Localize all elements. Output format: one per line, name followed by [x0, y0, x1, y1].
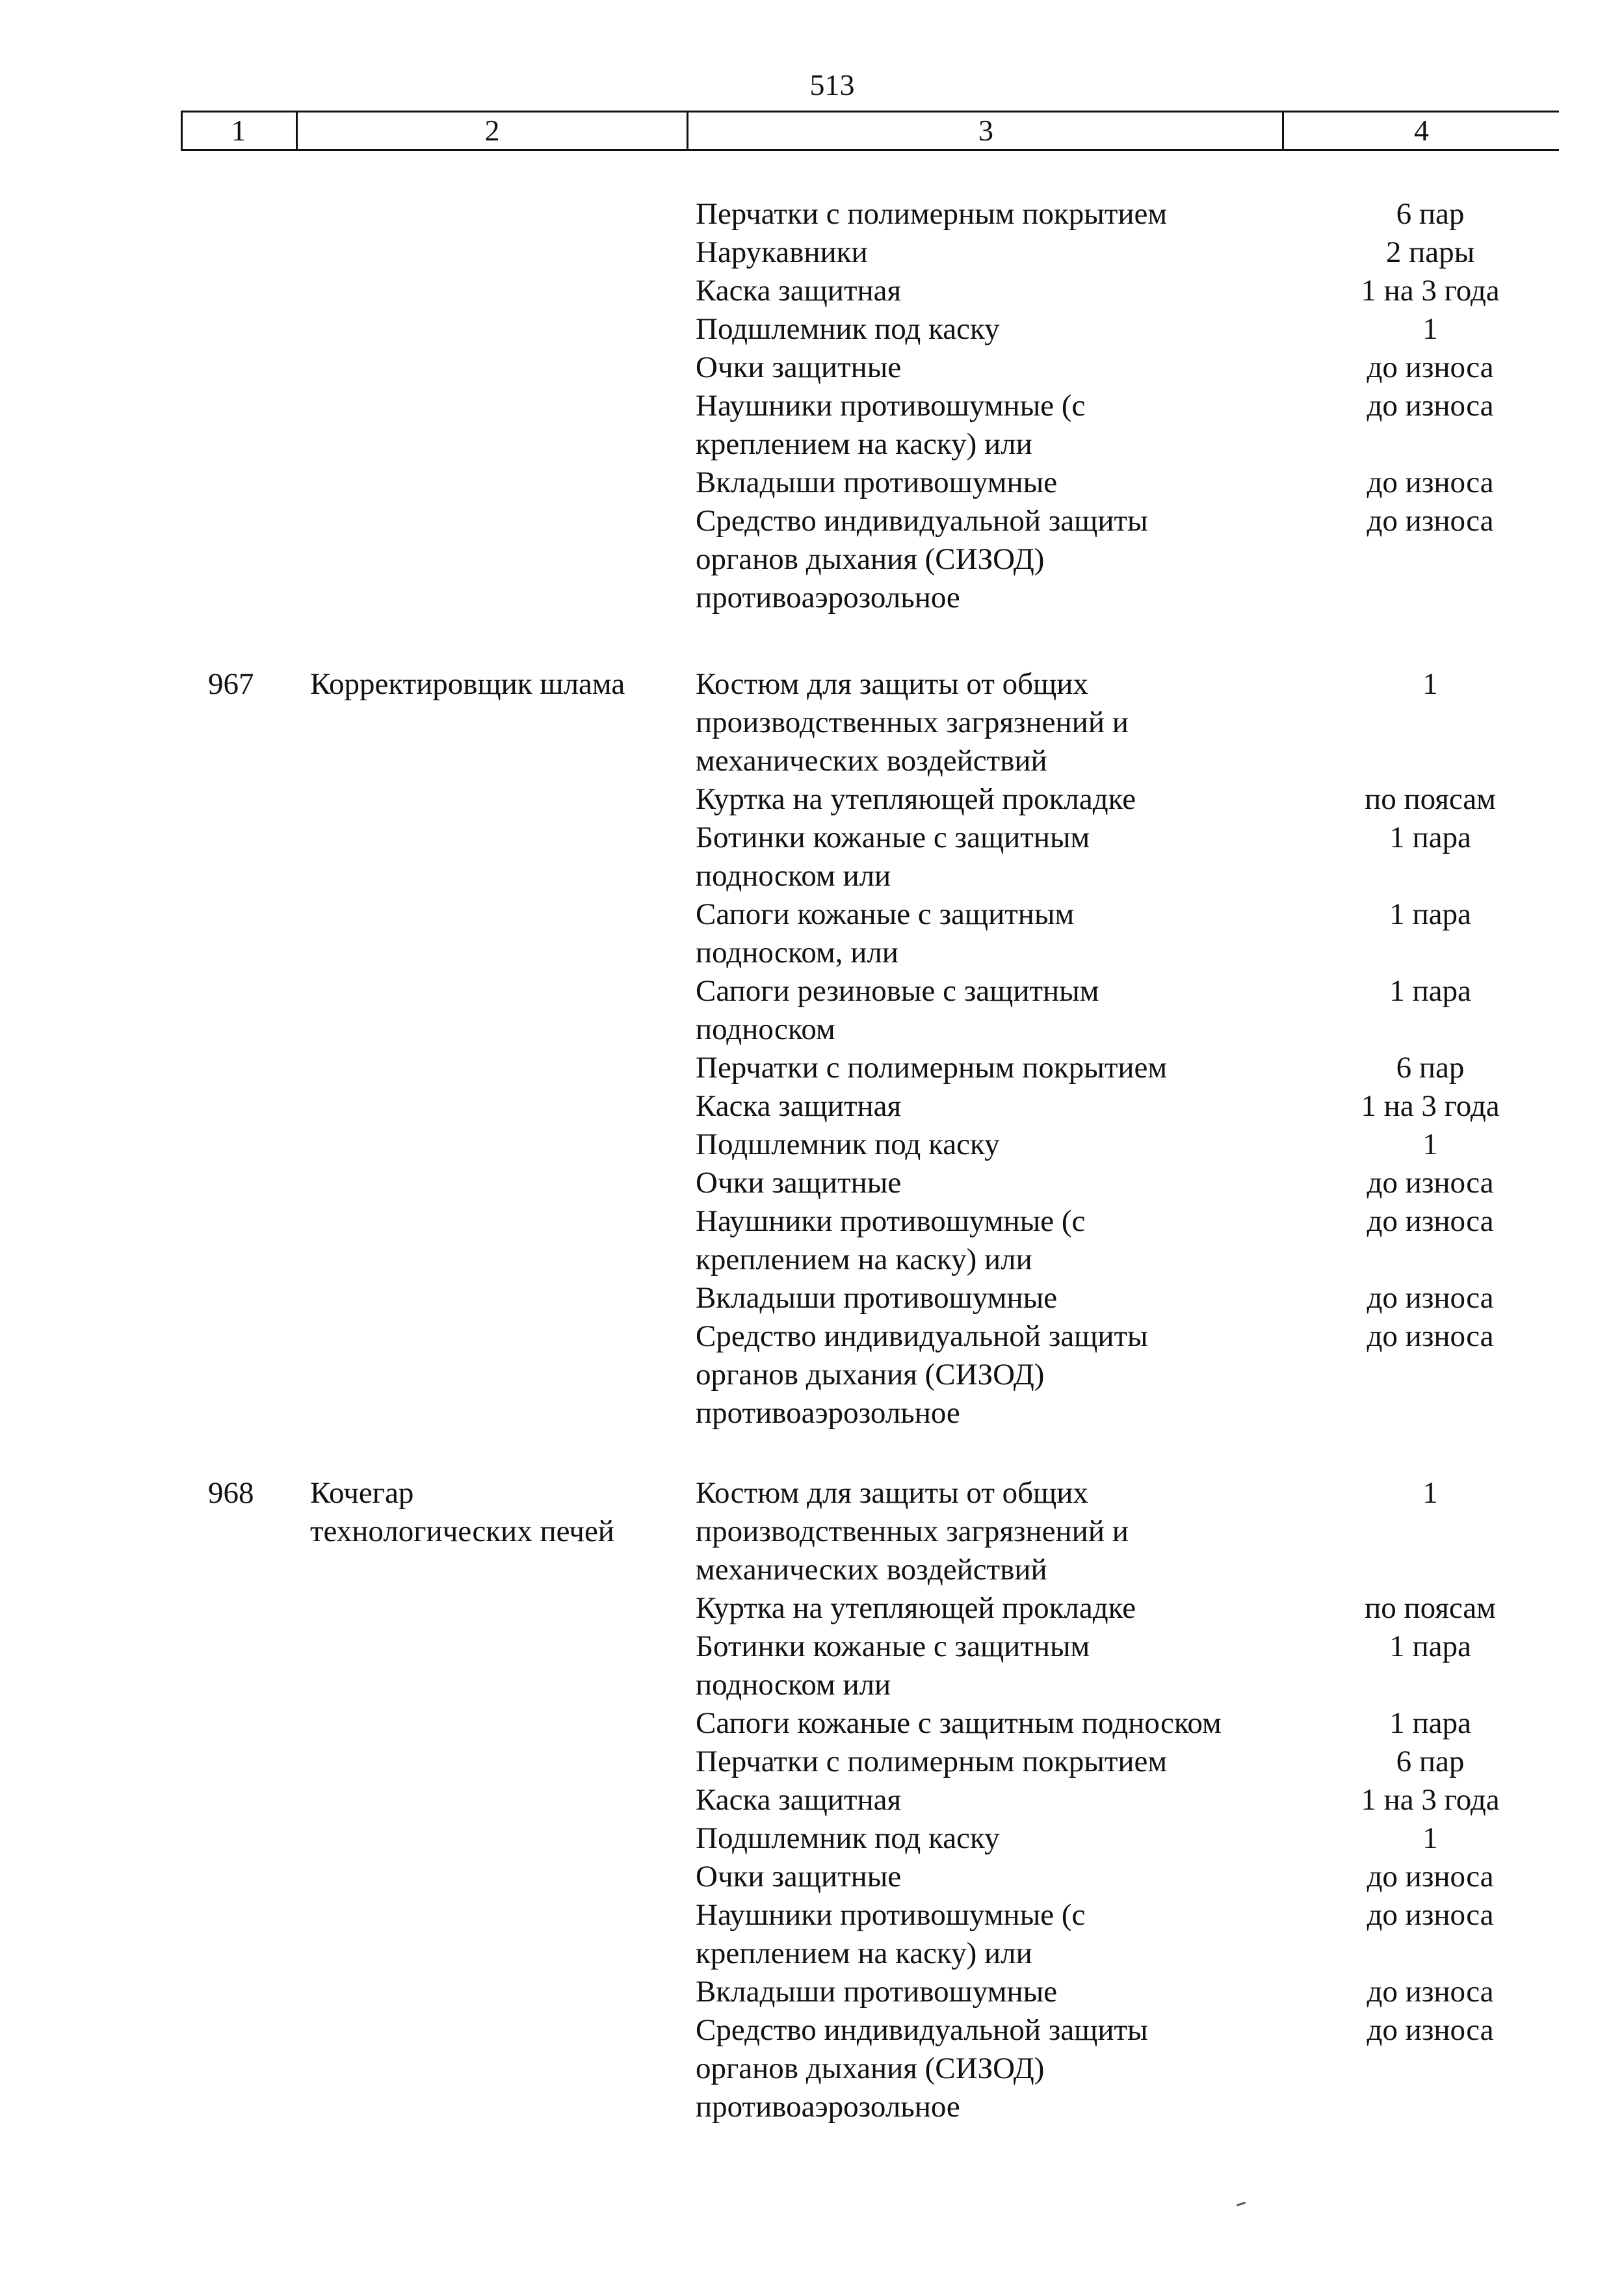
ppe-item-name: Ботинки кожаные с защитным подноском или [696, 821, 1090, 893]
ppe-item-name: Ботинки кожаные с защитным подноском или [696, 1630, 1090, 1702]
ppe-item-name: Сапоги резиновые с защитным подноском [696, 974, 1099, 1046]
profession-name: Кочегар технологических печей [310, 1476, 614, 1548]
page-number: 513 [809, 68, 855, 101]
ppe-item-norm: до износа [1367, 1166, 1494, 1200]
ppe-item-name: Наушники противошумные (с креплением на каску) или [696, 1898, 1086, 1970]
ppe-item-name: Каска защитная [696, 1089, 902, 1123]
ppe-item-name: Куртка на утепляющей прокладке [696, 1591, 1136, 1625]
ppe-item-norm: 1 пара [1389, 1706, 1471, 1740]
ppe-item-name: Каска защитная [696, 1783, 902, 1817]
item-number: 968 [208, 1476, 254, 1510]
ppe-item-name: Костюм для защиты от общих производственных загрязнений и механических воздействий [696, 1476, 1129, 1587]
ppe-item-name: Куртка на утепляющей прокладке [696, 782, 1136, 816]
ppe-item-norm: 1 на 3 года [1361, 1783, 1500, 1817]
ppe-item-norm: по поясам [1365, 1591, 1496, 1625]
ppe-item-norm: 1 [1422, 667, 1438, 701]
ppe-item-norm: 1 [1422, 1476, 1438, 1510]
ppe-item-norm: 1 пара [1389, 974, 1471, 1008]
ppe-item-name: Нарукавники [696, 235, 868, 269]
ppe-item-norm: до износа [1367, 2013, 1494, 2047]
ppe-item-norm: до износа [1367, 504, 1494, 538]
profession-name: Корректировщик шлама [310, 667, 625, 701]
item-number: 967 [208, 667, 254, 701]
ppe-item-name: Перчатки с полимерным покрытием [696, 1051, 1168, 1085]
ppe-item-name: Средство индивидуальной защиты органов дыхания (СИЗОД) противоаэрозольное [696, 2013, 1148, 2124]
header-divider [1282, 111, 1284, 151]
column-header-row [181, 111, 1559, 151]
ppe-item-norm: 1 на 3 года [1361, 274, 1500, 308]
ppe-item-name: Вкладыши противошумные [696, 1281, 1058, 1315]
scan-mark [1237, 2202, 1246, 2206]
ppe-item-norm: по поясам [1365, 782, 1496, 816]
ppe-item-norm: 1 пара [1389, 897, 1471, 931]
ppe-item-name: Сапоги кожаные с защитным подноском, или [696, 897, 1075, 970]
ppe-item-name: Средство индивидуальной защиты органов дыхания (СИЗОД) противоаэрозольное [696, 1319, 1148, 1430]
ppe-item-norm: 1 [1422, 312, 1438, 346]
ppe-item-norm: 6 пар [1396, 1745, 1465, 1778]
ppe-item-name: Очки защитные [696, 1860, 902, 1894]
ppe-item-name: Очки защитные [696, 1166, 902, 1200]
ppe-item-name: Вкладыши противошумные [696, 466, 1058, 499]
ppe-item-name: Вкладыши противошумные [696, 1975, 1058, 2009]
ppe-item-norm: до износа [1367, 1975, 1494, 2009]
ppe-item-name: Средство индивидуальной защиты органов дыхания (СИЗОД) противоаэрозольное [696, 504, 1148, 614]
ppe-item-name: Сапоги кожаные с защитным подноском [696, 1706, 1222, 1740]
column-header-4: 4 [1414, 114, 1429, 147]
ppe-item-norm: 6 пар [1396, 197, 1465, 231]
ppe-item-norm: до износа [1367, 1281, 1494, 1315]
ppe-item-norm: до износа [1367, 1204, 1494, 1238]
ppe-item-norm: до износа [1367, 389, 1494, 423]
ppe-item-name: Наушники противошумные (с креплением на каску) или [696, 389, 1086, 461]
ppe-item-norm: 6 пар [1396, 1051, 1465, 1085]
ppe-item-norm: 2 пары [1385, 235, 1475, 269]
header-divider [181, 111, 183, 151]
ppe-item-norm: до износа [1367, 1898, 1494, 1932]
ppe-item-norm: 1 пара [1389, 821, 1471, 854]
ppe-item-name: Костюм для защиты от общих производственных загрязнений и механических воздействий [696, 667, 1129, 778]
ppe-item-name: Подшлемник под каску [696, 1821, 1000, 1855]
ppe-item-norm: до износа [1367, 1860, 1494, 1894]
ppe-item-name: Подшлемник под каску [696, 312, 1000, 346]
ppe-item-norm: 1 [1422, 1128, 1438, 1161]
ppe-item-norm: 1 [1422, 1821, 1438, 1855]
ppe-item-name: Подшлемник под каску [696, 1128, 1000, 1161]
ppe-item-norm: до износа [1367, 1319, 1494, 1353]
ppe-item-norm: до износа [1367, 350, 1494, 384]
ppe-item-norm: 1 пара [1389, 1630, 1471, 1663]
ppe-item-name: Перчатки с полимерным покрытием [696, 197, 1168, 231]
ppe-item-norm: до износа [1367, 466, 1494, 499]
header-divider [296, 111, 298, 151]
header-divider [687, 111, 688, 151]
ppe-item-name: Наушники противошумные (с креплением на каску) или [696, 1204, 1086, 1276]
ppe-item-name: Перчатки с полимерным покрытием [696, 1745, 1168, 1778]
column-header-1: 1 [231, 114, 246, 147]
column-header-3: 3 [978, 114, 993, 147]
ppe-item-name: Очки защитные [696, 350, 902, 384]
ppe-item-name: Каска защитная [696, 274, 902, 308]
ppe-item-norm: 1 на 3 года [1361, 1089, 1500, 1123]
column-header-2: 2 [484, 114, 500, 147]
